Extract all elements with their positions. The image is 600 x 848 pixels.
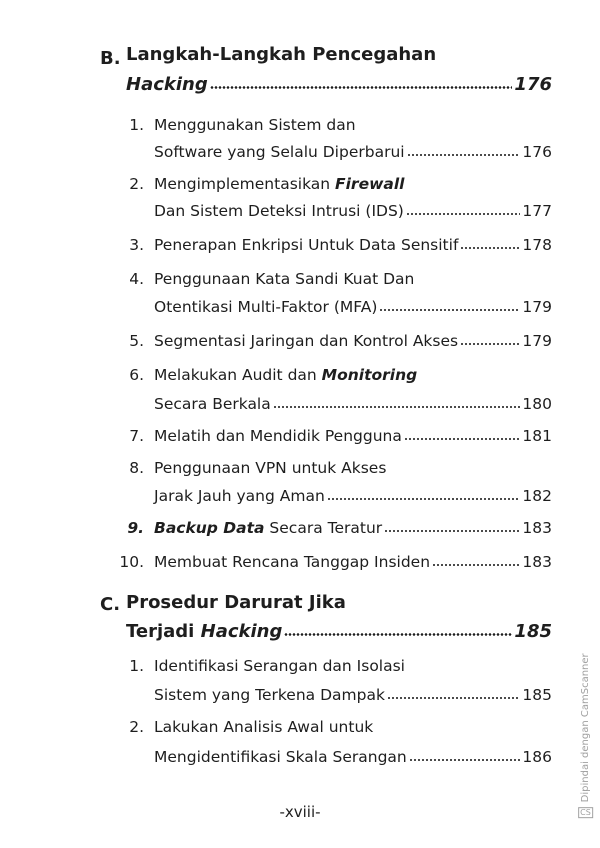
item-text: Lakukan Analisis Awal untuk <box>154 718 374 736</box>
item-page-number: 178 <box>522 236 552 254</box>
item-text: Penggunaan Kata Sandi Kuat Dan <box>154 270 415 288</box>
item-line1 <box>154 236 552 260</box>
item-line1 <box>154 270 552 294</box>
dot-leader <box>327 497 521 501</box>
item-number: 1. <box>129 116 144 134</box>
item-line2 <box>154 143 552 167</box>
item-line2 <box>154 487 552 511</box>
item-text-emphasis: Backup Data <box>154 519 265 537</box>
item-text: Secara Berkala <box>154 395 271 413</box>
item-text: Software yang Selalu Diperbarui <box>154 143 405 161</box>
item-number: 1. <box>129 657 144 675</box>
dot-leader <box>406 212 521 216</box>
section-title-text: Terjadi <box>126 621 201 642</box>
dot-leader <box>284 632 512 637</box>
item-line1 <box>154 332 552 356</box>
camscanner-badge: CS <box>580 808 591 818</box>
item-page-number: 180 <box>522 395 552 413</box>
item-page-number: 181 <box>522 427 552 445</box>
item-page-number: 182 <box>522 487 552 505</box>
item-text: Dan Sistem Deteksi Intrusi (IDS) <box>154 202 404 220</box>
item-line1 <box>154 116 552 140</box>
item-text: Menggunakan Sistem dan <box>154 116 356 134</box>
item-text: Mengidentifikasi Skala Serangan <box>154 748 407 766</box>
dot-leader <box>387 696 520 700</box>
item-text: Sistem yang Terkena Dampak <box>154 686 385 704</box>
item-number: 3. <box>129 236 144 254</box>
item-text: Secara Teratur <box>264 519 383 537</box>
item-line1 <box>154 718 552 742</box>
item-page-number: 186 <box>522 748 552 766</box>
section-title-emphasis: Hacking <box>200 621 283 642</box>
section-title-line1 <box>126 592 552 618</box>
item-line2 <box>154 395 552 419</box>
item-line2 <box>154 298 552 322</box>
item-page-number: 179 <box>522 298 552 316</box>
item-number: 2. <box>129 718 144 736</box>
section-page-number: 185 <box>514 621 552 642</box>
section-letter: C. <box>100 594 121 615</box>
item-line2 <box>154 748 552 772</box>
item-text: Melakukan Audit dan <box>154 366 322 384</box>
item-page-number: 183 <box>522 519 552 537</box>
item-text-emphasis: Firewall <box>335 175 405 193</box>
section-letter: B. <box>100 48 121 69</box>
item-number: 6. <box>129 366 144 384</box>
item-text: Penerapan Enkripsi Untuk Data Sensitif <box>154 236 459 254</box>
section-title-line2 <box>126 621 552 647</box>
item-line1 <box>154 657 552 681</box>
item-number: 4. <box>129 270 144 288</box>
section-page-number: 176 <box>514 74 552 95</box>
item-text: Melatih dan Mendidik Pengguna <box>154 427 402 445</box>
item-text: Identifikasi Serangan dan Isolasi <box>154 657 405 675</box>
item-line1 <box>154 175 552 199</box>
item-text: Segmentasi Jaringan dan Kontrol Akses <box>154 332 459 350</box>
dot-leader <box>460 246 520 250</box>
page-number-footer: -xviii- <box>279 803 321 821</box>
section-title-text: Langkah-Langkah Pencegahan <box>126 44 437 65</box>
item-line2 <box>154 202 552 226</box>
watermark-text: Dipindai dengan CamScanner <box>580 653 591 803</box>
item-page-number: 176 <box>522 143 552 161</box>
dot-leader <box>273 405 521 409</box>
item-line1 <box>154 519 552 543</box>
item-line1 <box>154 427 552 451</box>
dot-leader <box>460 342 520 346</box>
item-page-number: 185 <box>522 686 552 704</box>
dot-leader <box>404 437 521 441</box>
dot-leader <box>379 308 520 312</box>
item-text: Jarak Jauh yang Aman <box>154 487 325 505</box>
item-number: 2. <box>129 175 144 193</box>
item-page-number: 183 <box>522 553 552 571</box>
dot-leader <box>384 529 520 533</box>
section-title-line2 <box>126 74 552 100</box>
item-number: 8. <box>129 459 144 477</box>
item-page-number: 179 <box>522 332 552 350</box>
dot-leader <box>210 85 513 90</box>
item-line1 <box>154 459 552 483</box>
item-page-number: 177 <box>522 202 552 220</box>
dot-leader <box>407 153 521 157</box>
item-text: Penggunaan VPN untuk Akses <box>154 459 387 477</box>
section-title-text: Prosedur Darurat Jika <box>126 592 346 613</box>
scanner-watermark <box>580 653 591 820</box>
item-number: 7. <box>129 427 144 445</box>
item-line2 <box>154 686 552 710</box>
item-line1 <box>154 366 552 390</box>
item-number: 5. <box>129 332 144 350</box>
section-title-emphasis: Hacking <box>126 74 208 95</box>
dot-leader <box>432 563 520 567</box>
item-text: Mengimplementasikan <box>154 175 336 193</box>
item-number: 9. <box>127 519 144 537</box>
item-line1 <box>154 553 552 577</box>
item-text-emphasis: Monitoring <box>321 366 418 384</box>
item-number: 10. <box>119 553 144 571</box>
item-text: Membuat Rencana Tanggap Insiden <box>154 553 431 571</box>
section-title-line1 <box>126 44 552 70</box>
item-text: Otentikasi Multi-Faktor (MFA) <box>154 298 378 316</box>
dot-leader <box>409 758 521 762</box>
